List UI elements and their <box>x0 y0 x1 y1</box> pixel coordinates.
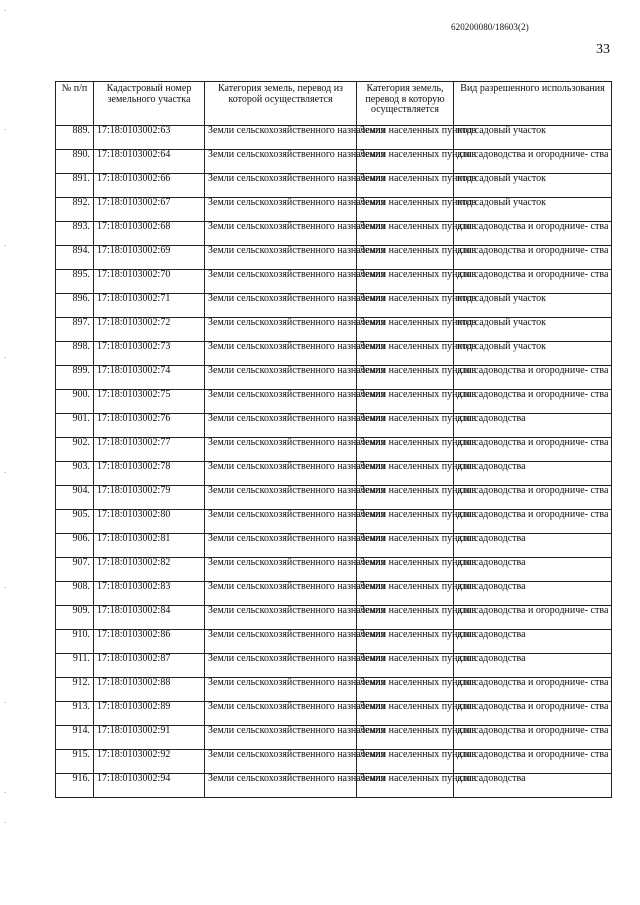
row-number-cell: 897. <box>56 318 94 342</box>
cadastral-number-cell: 17:18:0103002:77 <box>94 438 205 462</box>
permitted-use-cell: для садоводства <box>454 534 612 558</box>
category-from-cell: Земли сельскохозяйственного назначения <box>205 630 357 654</box>
permitted-use-cell: для садоводства и огородниче- ства <box>454 438 612 462</box>
table-row <box>56 126 612 150</box>
margin-mark: - <box>4 127 6 133</box>
document-number: 620200080/18603(2) <box>451 22 529 32</box>
margin-mark: - <box>4 790 6 796</box>
table-row <box>56 270 612 294</box>
permitted-use-cell: для садоводства и огородниче- ства <box>454 726 612 750</box>
category-from-cell: Земли сельскохозяйственного назначения <box>205 246 357 270</box>
permitted-use-cell: для садоводства и огородниче- ства <box>454 486 612 510</box>
row-number-cell: 900. <box>56 390 94 414</box>
table-row <box>56 510 612 534</box>
category-from-cell: Земли сельскохозяйственного назначения <box>205 774 357 798</box>
cadastral-number-cell: 17:18:0103002:89 <box>94 702 205 726</box>
category-from-cell: Земли сельскохозяйственного назначения <box>205 654 357 678</box>
category-to-cell: Земли населенных пунктов <box>357 702 454 726</box>
permitted-use-cell: для садоводства и огородниче- ства <box>454 150 612 174</box>
margin-mark: - <box>4 820 6 826</box>
table-row <box>56 294 612 318</box>
row-number-cell: 910. <box>56 630 94 654</box>
row-number-cell: 904. <box>56 486 94 510</box>
table-row <box>56 414 612 438</box>
cadastral-number-cell: 17:18:0103002:79 <box>94 486 205 510</box>
category-from-cell: Земли сельскохозяйственного назначения <box>205 270 357 294</box>
row-number-cell: 903. <box>56 462 94 486</box>
permitted-use-cell: под садовый участок <box>454 198 612 222</box>
cadastral-number-cell: 17:18:0103002:73 <box>94 342 205 366</box>
category-to-cell: Земли населенных пунктов <box>357 198 454 222</box>
cadastral-number-cell: 17:18:0103002:75 <box>94 390 205 414</box>
cadastral-number-cell: 17:18:0103002:64 <box>94 150 205 174</box>
category-from-cell: Земли сельскохозяйственного назначения <box>205 750 357 774</box>
category-from-cell: Земли сельскохозяйственного назначения <box>205 174 357 198</box>
table-row <box>56 198 612 222</box>
margin-mark: - <box>4 585 6 591</box>
category-from-cell: Земли сельскохозяйственного назначения <box>205 366 357 390</box>
category-from-cell: Земли сельскохозяйственного назначения <box>205 726 357 750</box>
table-row <box>56 606 612 630</box>
table-row <box>56 750 612 774</box>
row-number-cell: 891. <box>56 174 94 198</box>
category-from-cell: Земли сельскохозяйственного назначения <box>205 702 357 726</box>
category-from-cell: Земли сельскохозяйственного назначения <box>205 390 357 414</box>
permitted-use-cell: для садоводства и огородниче- ства <box>454 606 612 630</box>
table-row <box>56 678 612 702</box>
permitted-use-cell: под садовый участок <box>454 342 612 366</box>
cadastral-number-cell: 17:18:0103002:76 <box>94 414 205 438</box>
category-from-cell: Земли сельскохозяйственного назначения <box>205 294 357 318</box>
permitted-use-cell: под садовый участок <box>454 294 612 318</box>
table-row <box>56 150 612 174</box>
category-from-cell: Земли сельскохозяйственного назначения <box>205 678 357 702</box>
permitted-use-cell: для садоводства и огородниче- ства <box>454 222 612 246</box>
table-row <box>56 654 612 678</box>
category-from-cell: Земли сельскохозяйственного назначения <box>205 534 357 558</box>
row-number-cell: 899. <box>56 366 94 390</box>
row-number-cell: 914. <box>56 726 94 750</box>
cadastral-number-cell: 17:18:0103002:67 <box>94 198 205 222</box>
row-number-cell: 894. <box>56 246 94 270</box>
category-to-cell: Земли населенных пунктов <box>357 726 454 750</box>
category-to-cell: Земли населенных пунктов <box>357 150 454 174</box>
row-number-cell: 892. <box>56 198 94 222</box>
table-row <box>56 774 612 798</box>
col-header-number: № п/п <box>56 82 94 126</box>
table-row <box>56 582 612 606</box>
permitted-use-cell: для садоводства и огородниче- ства <box>454 270 612 294</box>
margin-mark: - <box>4 243 6 249</box>
permitted-use-cell: для садоводства <box>454 654 612 678</box>
table-row <box>56 222 612 246</box>
permitted-use-cell: для садоводства и огородниче- ства <box>454 390 612 414</box>
category-from-cell: Земли сельскохозяйственного назначения <box>205 126 357 150</box>
cadastral-number-cell: 17:18:0103002:88 <box>94 678 205 702</box>
row-number-cell: 912. <box>56 678 94 702</box>
category-to-cell: Земли населенных пунктов <box>357 294 454 318</box>
margin-mark: - <box>4 700 6 706</box>
table-body <box>56 126 612 798</box>
margin-mark: - <box>4 355 6 361</box>
category-from-cell: Земли сельскохозяйственного назначения <box>205 486 357 510</box>
permitted-use-cell: под садовый участок <box>454 174 612 198</box>
permitted-use-cell: для садоводства <box>454 558 612 582</box>
table-row <box>56 702 612 726</box>
table-row <box>56 246 612 270</box>
permitted-use-cell: для садоводства <box>454 630 612 654</box>
category-to-cell: Земли населенных пунктов <box>357 390 454 414</box>
permitted-use-cell: для садоводства и огородниче- ства <box>454 366 612 390</box>
category-to-cell: Земли населенных пунктов <box>357 606 454 630</box>
row-number-cell: 915. <box>56 750 94 774</box>
category-to-cell: Земли населенных пунктов <box>357 510 454 534</box>
table-row <box>56 462 612 486</box>
category-to-cell: Земли населенных пунктов <box>357 366 454 390</box>
row-number-cell: 902. <box>56 438 94 462</box>
cadastral-number-cell: 17:18:0103002:63 <box>94 126 205 150</box>
col-header-permitted-use: Вид разрешенного использования <box>454 82 612 126</box>
cadastral-number-cell: 17:18:0103002:94 <box>94 774 205 798</box>
category-to-cell: Земли населенных пунктов <box>357 414 454 438</box>
permitted-use-cell: под садовый участок <box>454 126 612 150</box>
cadastral-number-cell: 17:18:0103002:81 <box>94 534 205 558</box>
cadastral-number-cell: 17:18:0103002:74 <box>94 366 205 390</box>
margin-mark: - <box>4 470 6 476</box>
category-to-cell: Земли населенных пунктов <box>357 342 454 366</box>
category-to-cell: Земли населенных пунктов <box>357 174 454 198</box>
permitted-use-cell: для садоводства <box>454 774 612 798</box>
cadastral-number-cell: 17:18:0103002:78 <box>94 462 205 486</box>
cadastral-number-cell: 17:18:0103002:87 <box>94 654 205 678</box>
row-number-cell: 907. <box>56 558 94 582</box>
category-to-cell: Земли населенных пунктов <box>357 486 454 510</box>
cadastral-number-cell: 17:18:0103002:71 <box>94 294 205 318</box>
category-to-cell: Земли населенных пунктов <box>357 678 454 702</box>
row-number-cell: 905. <box>56 510 94 534</box>
cadastral-number-cell: 17:18:0103002:80 <box>94 510 205 534</box>
table-row <box>56 438 612 462</box>
table-row <box>56 174 612 198</box>
row-number-cell: 909. <box>56 606 94 630</box>
category-from-cell: Земли сельскохозяйственного назначения <box>205 582 357 606</box>
table-row <box>56 726 612 750</box>
category-to-cell: Земли населенных пунктов <box>357 270 454 294</box>
table-row <box>56 630 612 654</box>
cadastral-number-cell: 17:18:0103002:66 <box>94 174 205 198</box>
permitted-use-cell: для садоводства и огородниче- ства <box>454 702 612 726</box>
margin-mark: - <box>4 8 6 14</box>
row-number-cell: 906. <box>56 534 94 558</box>
category-to-cell: Земли населенных пунктов <box>357 774 454 798</box>
cadastral-number-cell: 17:18:0103002:86 <box>94 630 205 654</box>
category-from-cell: Земли сельскохозяйственного назначения <box>205 510 357 534</box>
row-number-cell: 893. <box>56 222 94 246</box>
row-number-cell: 911. <box>56 654 94 678</box>
permitted-use-cell: для садоводства <box>454 582 612 606</box>
category-to-cell: Земли населенных пунктов <box>357 126 454 150</box>
cadastral-number-cell: 17:18:0103002:83 <box>94 582 205 606</box>
permitted-use-cell: для садоводства и огородниче- ства <box>454 678 612 702</box>
table-header-row <box>56 82 612 126</box>
category-from-cell: Земли сельскохозяйственного назначения <box>205 462 357 486</box>
row-number-cell: 908. <box>56 582 94 606</box>
col-header-category-to: Категория земель, перевод в которую осуществляется <box>357 82 454 126</box>
category-from-cell: Земли сельскохозяйственного назначения <box>205 150 357 174</box>
category-to-cell: Земли населенных пунктов <box>357 222 454 246</box>
cadastral-number-cell: 17:18:0103002:69 <box>94 246 205 270</box>
permitted-use-cell: для садоводства <box>454 414 612 438</box>
table-row <box>56 558 612 582</box>
cadastral-number-cell: 17:18:0103002:70 <box>94 270 205 294</box>
category-to-cell: Земли населенных пунктов <box>357 630 454 654</box>
category-to-cell: Земли населенных пунктов <box>357 438 454 462</box>
category-from-cell: Земли сельскохозяйственного назначения <box>205 558 357 582</box>
table-row <box>56 366 612 390</box>
category-from-cell: Земли сельскохозяйственного назначения <box>205 222 357 246</box>
permitted-use-cell: для садоводства <box>454 462 612 486</box>
cadastral-number-cell: 17:18:0103002:72 <box>94 318 205 342</box>
row-number-cell: 898. <box>56 342 94 366</box>
category-from-cell: Земли сельскохозяйственного назначения <box>205 606 357 630</box>
cadastral-number-cell: 17:18:0103002:91 <box>94 726 205 750</box>
category-to-cell: Земли населенных пунктов <box>357 318 454 342</box>
row-number-cell: 913. <box>56 702 94 726</box>
category-to-cell: Земли населенных пунктов <box>357 750 454 774</box>
category-from-cell: Земли сельскохозяйственного назначения <box>205 414 357 438</box>
category-from-cell: Земли сельскохозяйственного назначения <box>205 318 357 342</box>
row-number-cell: 901. <box>56 414 94 438</box>
table-row <box>56 318 612 342</box>
permitted-use-cell: для садоводства и огородниче- ства <box>454 750 612 774</box>
category-to-cell: Земли населенных пунктов <box>357 462 454 486</box>
page-number: 33 <box>596 42 610 57</box>
table-row <box>56 390 612 414</box>
permitted-use-cell: для садоводства и огородниче- ства <box>454 510 612 534</box>
row-number-cell: 896. <box>56 294 94 318</box>
cadastral-number-cell: 17:18:0103002:82 <box>94 558 205 582</box>
permitted-use-cell: под садовый участок <box>454 318 612 342</box>
row-number-cell: 889. <box>56 126 94 150</box>
category-to-cell: Земли населенных пунктов <box>357 534 454 558</box>
cadastral-number-cell: 17:18:0103002:92 <box>94 750 205 774</box>
row-number-cell: 895. <box>56 270 94 294</box>
category-to-cell: Земли населенных пунктов <box>357 558 454 582</box>
permitted-use-cell: для садоводства и огородниче- ства <box>454 246 612 270</box>
category-from-cell: Земли сельскохозяйственного назначения <box>205 438 357 462</box>
col-header-cadastral: Кадастровый номер земельного участка <box>94 82 205 126</box>
category-to-cell: Земли населенных пунктов <box>357 654 454 678</box>
table-row <box>56 342 612 366</box>
col-header-category-from: Категория земель, перевод из которой осуществляется <box>205 82 357 126</box>
category-from-cell: Земли сельскохозяйственного назначения <box>205 342 357 366</box>
category-from-cell: Земли сельскохозяйственного назначения <box>205 198 357 222</box>
category-to-cell: Земли населенных пунктов <box>357 582 454 606</box>
table-row <box>56 534 612 558</box>
row-number-cell: 916. <box>56 774 94 798</box>
row-number-cell: 890. <box>56 150 94 174</box>
land-register-table <box>55 81 612 798</box>
table-row <box>56 486 612 510</box>
cadastral-number-cell: 17:18:0103002:84 <box>94 606 205 630</box>
cadastral-number-cell: 17:18:0103002:68 <box>94 222 205 246</box>
category-to-cell: Земли населенных пунктов <box>357 246 454 270</box>
